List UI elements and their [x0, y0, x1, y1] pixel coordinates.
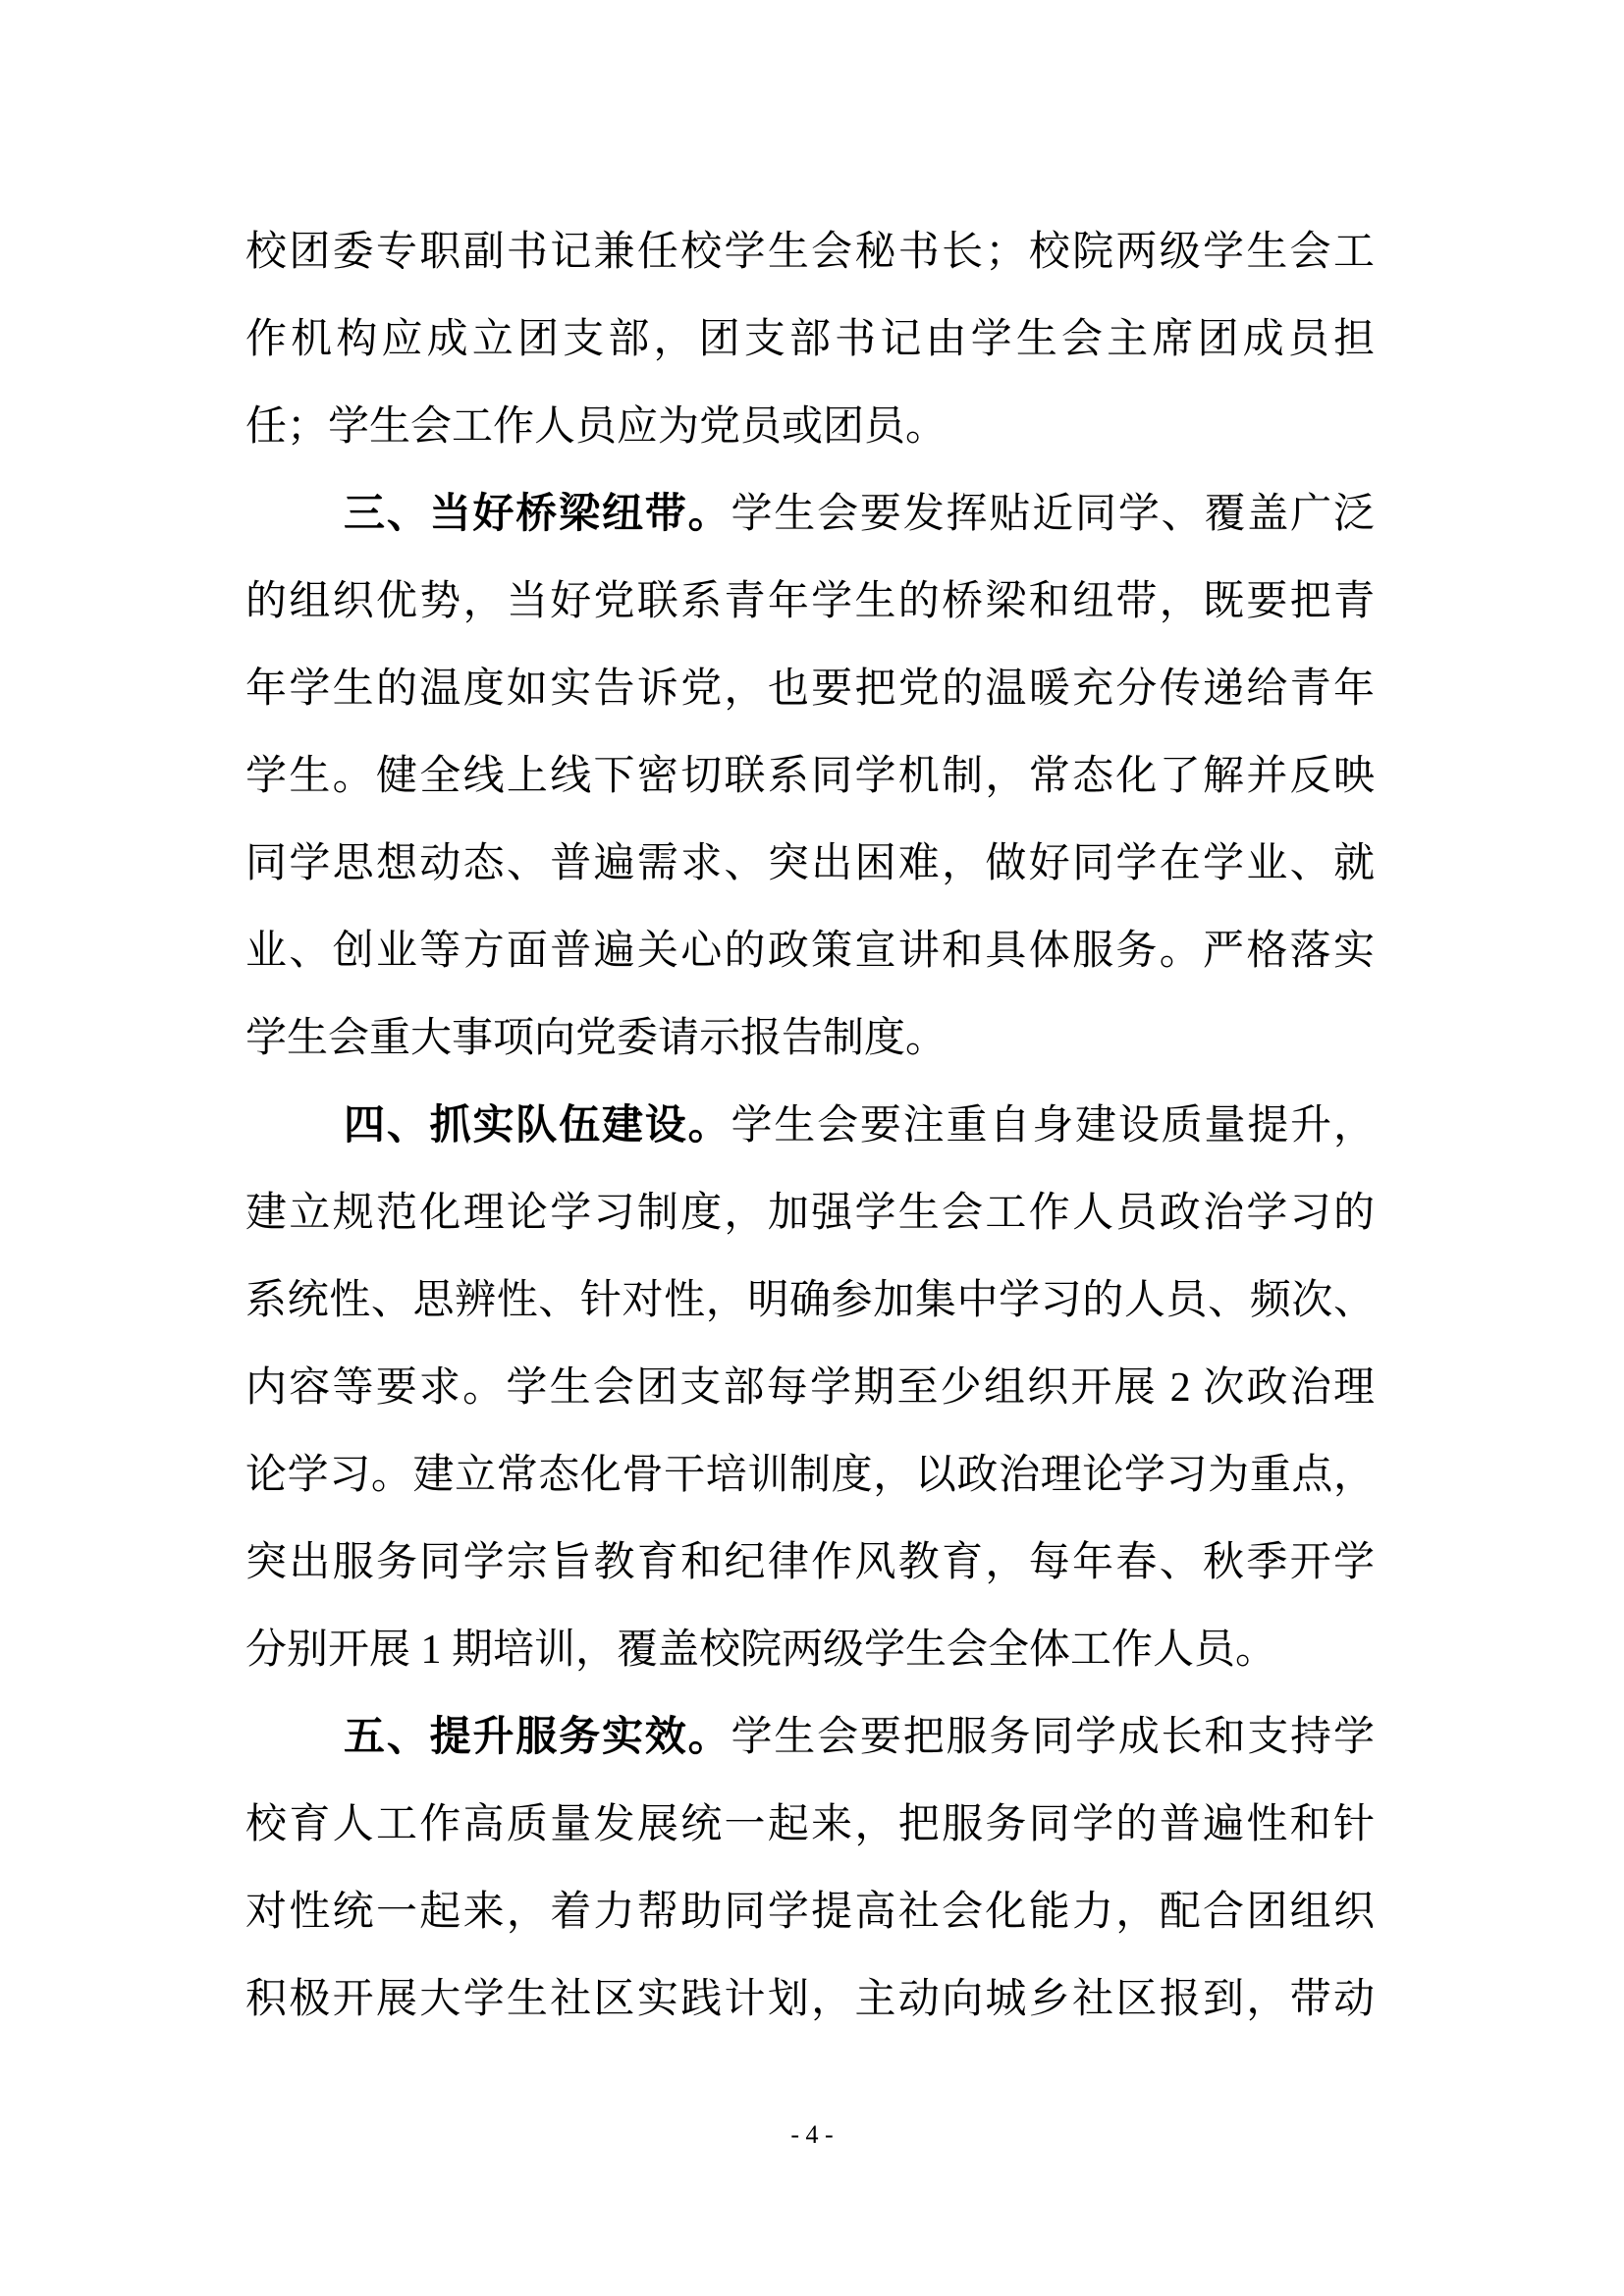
paragraph-heading: 三、当好桥梁纽带。: [344, 492, 731, 537]
paragraph-text: 论学习。建立常态化骨干培训制度，以政治理论学习为重点，: [245, 1453, 1375, 1498]
text-line: [245, 1607, 1375, 1694]
paragraph-text: 系统性、思辨性、针对性，明确参加集中学习的人员、频次、: [245, 1278, 1375, 1323]
paragraph-text: 突出服务同学宗旨教育和纪律作风教育，每年春、秋季开学: [245, 1540, 1375, 1585]
paragraph-text: 学生会要把服务同学成长和支持学: [731, 1715, 1375, 1760]
document-body: [245, 209, 1375, 2044]
text-line: [245, 559, 1375, 646]
text-line: [245, 1694, 1375, 1782]
text-line: [245, 1345, 1375, 1432]
paragraph-text: 建立规范化理论学习制度，加强学生会工作人员政治学习的: [245, 1191, 1375, 1236]
paragraph-text: 年学生的温度如实告诉党，也要把党的温暖充分传递给青年: [245, 667, 1375, 712]
text-line: [245, 733, 1375, 821]
text-line: [245, 471, 1375, 559]
paragraph-heading: 四、抓实队伍建设。: [344, 1103, 731, 1148]
text-line: [245, 1432, 1375, 1520]
paragraph-text: 学生会要注重自身建设质量提升，: [731, 1103, 1375, 1148]
text-line: [245, 209, 1375, 296]
paragraph-heading: 五、提升服务实效。: [344, 1715, 731, 1760]
text-line: [245, 1170, 1375, 1257]
paragraph-text: 积极开展大学生社区实践计划，主动向城乡社区报到，带动: [245, 1977, 1375, 2022]
text-line: [245, 1083, 1375, 1170]
text-line: [245, 1956, 1375, 2044]
paragraph-text: 内容等要求。学生会团支部每学期至少组织开展 2 次政治理: [245, 1365, 1375, 1411]
text-line: [245, 646, 1375, 733]
paragraph-text: 学生。健全线上线下密切联系同学机制，常态化了解并反映: [245, 754, 1375, 799]
paragraph-text: 作机构应成立团支部，团支部书记由学生会主席团成员担: [245, 317, 1375, 362]
paragraph-text: 业、创业等方面普遍关心的政策宣讲和具体服务。严格落实: [245, 929, 1375, 974]
text-line: [245, 384, 1375, 471]
paragraph-text: 同学思想动态、普遍需求、突出困难，做好同学在学业、就: [245, 841, 1375, 886]
text-line: [245, 821, 1375, 908]
paragraph-text: 任；学生会工作人员应为党员或团员。: [245, 404, 947, 450]
paragraph-text: 校育人工作高质量发展统一起来，把服务同学的普遍性和针: [245, 1802, 1375, 1847]
paragraph-text: 学生会重大事项向党委请示报告制度。: [245, 1016, 947, 1061]
paragraph-text: 校团委专职副书记兼任校学生会秘书长；校院两级学生会工: [245, 230, 1375, 275]
paragraph-text: 分别开展 1 期培训，覆盖校院两级学生会全体工作人员。: [245, 1628, 1277, 1673]
paragraph-text: 对性统一起来，着力帮助同学提高社会化能力，配合团组织: [245, 1890, 1375, 1935]
text-line: [245, 1520, 1375, 1607]
paragraph-text: 学生会要发挥贴近同学、覆盖广泛: [731, 492, 1375, 537]
text-line: [245, 296, 1375, 384]
text-line: [245, 1257, 1375, 1345]
text-line: [245, 995, 1375, 1083]
page-number: - 4 -: [790, 2120, 834, 2149]
paragraph-text: 的组织优势，当好党联系青年学生的桥梁和纽带，既要把青: [245, 579, 1375, 624]
text-line: [245, 1782, 1375, 1869]
text-line: [245, 908, 1375, 995]
text-line: [245, 1869, 1375, 1956]
